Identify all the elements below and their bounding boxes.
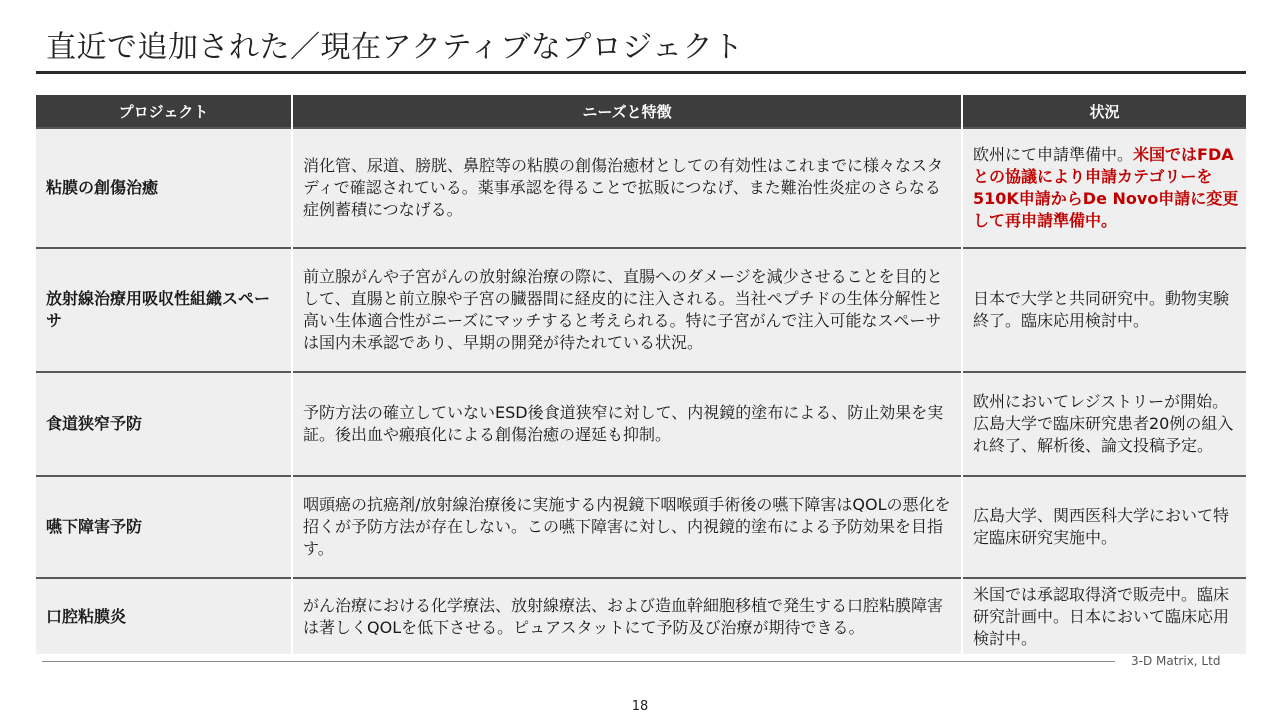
header-project: プロジェクト bbox=[36, 95, 292, 128]
projects-table bbox=[36, 95, 1246, 654]
row-status: 広島大学、関西医科大学において特定臨床研究実施中。 bbox=[962, 476, 1246, 578]
row-project: 嚥下障害予防 bbox=[36, 476, 292, 578]
table-row bbox=[36, 372, 1246, 476]
row-status: 日本で大学と共同研究中。動物実験終了。臨床応用検討中。 bbox=[962, 248, 1246, 372]
status-highlight: 米国ではFDAとの協議により申請カテゴリーを510K申請からDe Novo申請に変更して再申請準備中。 bbox=[973, 145, 1239, 230]
footer-divider bbox=[42, 661, 1115, 662]
row-project: 粘膜の創傷治癒 bbox=[36, 128, 292, 248]
table-row bbox=[36, 476, 1246, 578]
row-needs: 消化管、尿道、膀胱、鼻腔等の粘膜の創傷治癒材としての有効性はこれまでに様々なスタディで確認されている。薬事承認を得ることで拡販につなげ、また難治性炎症のさらなる症例蓄積につなげる。 bbox=[292, 128, 962, 248]
company-name: 3-D Matrix, Ltd bbox=[1131, 654, 1221, 668]
table-header-row bbox=[36, 95, 1246, 128]
row-status: 米国では承認取得済で販売中。臨床研究計画中。日本において臨床応用検討中。 bbox=[962, 578, 1246, 654]
status-text: 欧州にて申請準備中。 bbox=[973, 145, 1134, 164]
row-needs: 予防方法の確立していないESD後食道狭窄に対して、内視鏡的塗布による、防止効果を実証。後出血や瘢痕化による創傷治癒の遅延も抑制。 bbox=[292, 372, 962, 476]
page-title: 直近で追加された／現在アクティブなプロジェクト bbox=[46, 30, 744, 65]
row-project: 放射線治療用吸収性組織スペーサ bbox=[36, 248, 292, 372]
row-project: 食道狭窄予防 bbox=[36, 372, 292, 476]
header-needs: ニーズと特徴 bbox=[292, 95, 962, 128]
table-row bbox=[36, 128, 1246, 248]
table-row bbox=[36, 248, 1246, 372]
row-needs: 前立腺がんや子宮がんの放射線治療の際に、直腸へのダメージを減少させることを目的として、直腸と前立腺や子宮の臓器間に経皮的に注入される。当社ペプチドの生体分解性と高い生体適合性がニーズにマッチすると考えられる。特に子宮がんで注入可能なスペーサは国内未承認であり、早期の開発が待たれている状況。 bbox=[292, 248, 962, 372]
row-needs: がん治療における化学療法、放射線療法、および造血幹細胞移植で発生する口腔粘膜障害は著しくQOLを低下させる。ピュアスタットにて予防及び治療が期待できる。 bbox=[292, 578, 962, 654]
header-status: 状況 bbox=[962, 95, 1246, 128]
row-status bbox=[962, 128, 1246, 248]
row-needs: 咽頭癌の抗癌剤/放射線治療後に実施する内視鏡下咽喉頭手術後の嚥下障害はQOLの悪化を招くが予防方法が存在しない。この嚥下障害に対し、内視鏡的塗布による予防効果を目指す。 bbox=[292, 476, 962, 578]
row-status: 欧州においてレジストリーが開始。広島大学で臨床研究患者20例の組入れ終了、解析後、論文投稿予定。 bbox=[962, 372, 1246, 476]
title-divider bbox=[36, 71, 1246, 74]
page-number: 18 bbox=[631, 699, 649, 714]
row-project: 口腔粘膜炎 bbox=[36, 578, 292, 654]
table-row bbox=[36, 578, 1246, 654]
